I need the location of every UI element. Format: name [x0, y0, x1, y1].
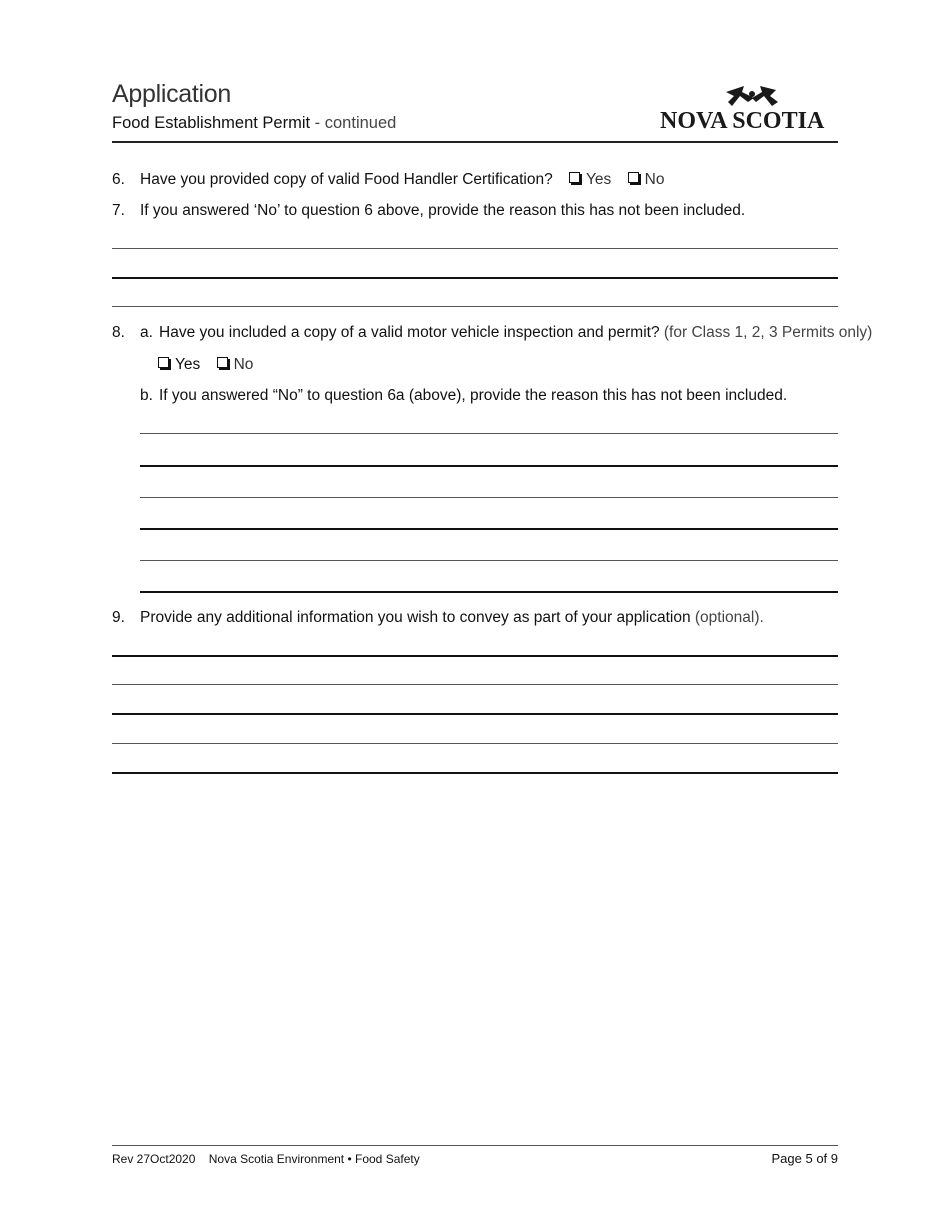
answer-line[interactable]	[140, 528, 838, 530]
answer-line[interactable]	[112, 277, 838, 279]
continued-label: - continued	[310, 114, 397, 132]
question-8b-text: If you answered “No” to question 6a (above), provide the reason this has not been included.	[159, 387, 788, 404]
answer-line[interactable]	[112, 248, 838, 249]
no-label: No	[644, 171, 665, 188]
answer-line[interactable]	[112, 772, 838, 774]
page-title: Application	[112, 80, 232, 108]
answer-line[interactable]	[140, 433, 838, 434]
answer-line[interactable]	[140, 591, 838, 593]
page-subtitle	[112, 114, 396, 133]
sub-label: b.	[140, 387, 153, 404]
revision-date: Rev 27Oct2020	[112, 1152, 196, 1166]
q8-options	[158, 356, 253, 374]
question-number: 8.	[112, 324, 125, 341]
q6-no-option[interactable]	[628, 171, 665, 188]
question-9	[112, 609, 764, 627]
answer-line[interactable]	[140, 560, 838, 561]
department: Nova Scotia Environment • Food Safety	[208, 1152, 420, 1166]
checkbox-icon[interactable]	[569, 172, 580, 183]
checkbox-icon[interactable]	[217, 357, 228, 368]
answer-line[interactable]	[112, 684, 838, 685]
question-7-text: If you answered ‘No’ to question 6 above, provide the reason this has not been included.	[140, 202, 746, 219]
page-number: Page 5 of 9	[771, 1151, 838, 1166]
question-6	[112, 171, 664, 189]
q6-yes-option[interactable]	[569, 171, 611, 188]
answer-line[interactable]	[140, 465, 838, 467]
question-8b	[140, 387, 787, 405]
footer-info	[112, 1152, 420, 1166]
answer-line[interactable]	[112, 743, 838, 744]
answer-line[interactable]	[140, 497, 838, 498]
answer-line[interactable]	[112, 306, 838, 307]
q8-no-option[interactable]	[217, 356, 254, 373]
checkbox-icon[interactable]	[158, 357, 169, 368]
question-9-note: (optional).	[690, 609, 764, 626]
question-7	[112, 202, 745, 220]
answer-line[interactable]	[112, 655, 838, 657]
q8-yes-option[interactable]	[158, 356, 200, 373]
header-divider	[112, 141, 838, 143]
question-8a-note: (for Class 1, 2, 3 Permits only)	[659, 324, 873, 341]
question-number: 7.	[112, 202, 125, 219]
logo-wordmark: NOVA SCOTIA	[660, 108, 825, 134]
nova-scotia-logo	[656, 84, 838, 136]
permit-name: Food Establishment Permit	[112, 114, 311, 132]
question-9-text: Provide any additional information you wish to convey as part of your application	[140, 609, 691, 626]
footer-divider	[112, 1145, 838, 1146]
yes-label: Yes	[586, 171, 612, 188]
question-8a-text: Have you included a copy of a valid motor vehicle inspection and permit?	[159, 324, 660, 341]
question-6-text: Have you provided copy of valid Food Handler Certification?	[140, 171, 553, 188]
no-label: No	[233, 356, 254, 373]
sub-label: a.	[140, 324, 153, 341]
yes-label: Yes	[175, 356, 201, 373]
question-8a	[112, 324, 872, 342]
question-number: 6.	[112, 171, 125, 188]
checkbox-icon[interactable]	[628, 172, 639, 183]
question-number: 9.	[112, 609, 125, 626]
answer-line[interactable]	[112, 713, 838, 715]
